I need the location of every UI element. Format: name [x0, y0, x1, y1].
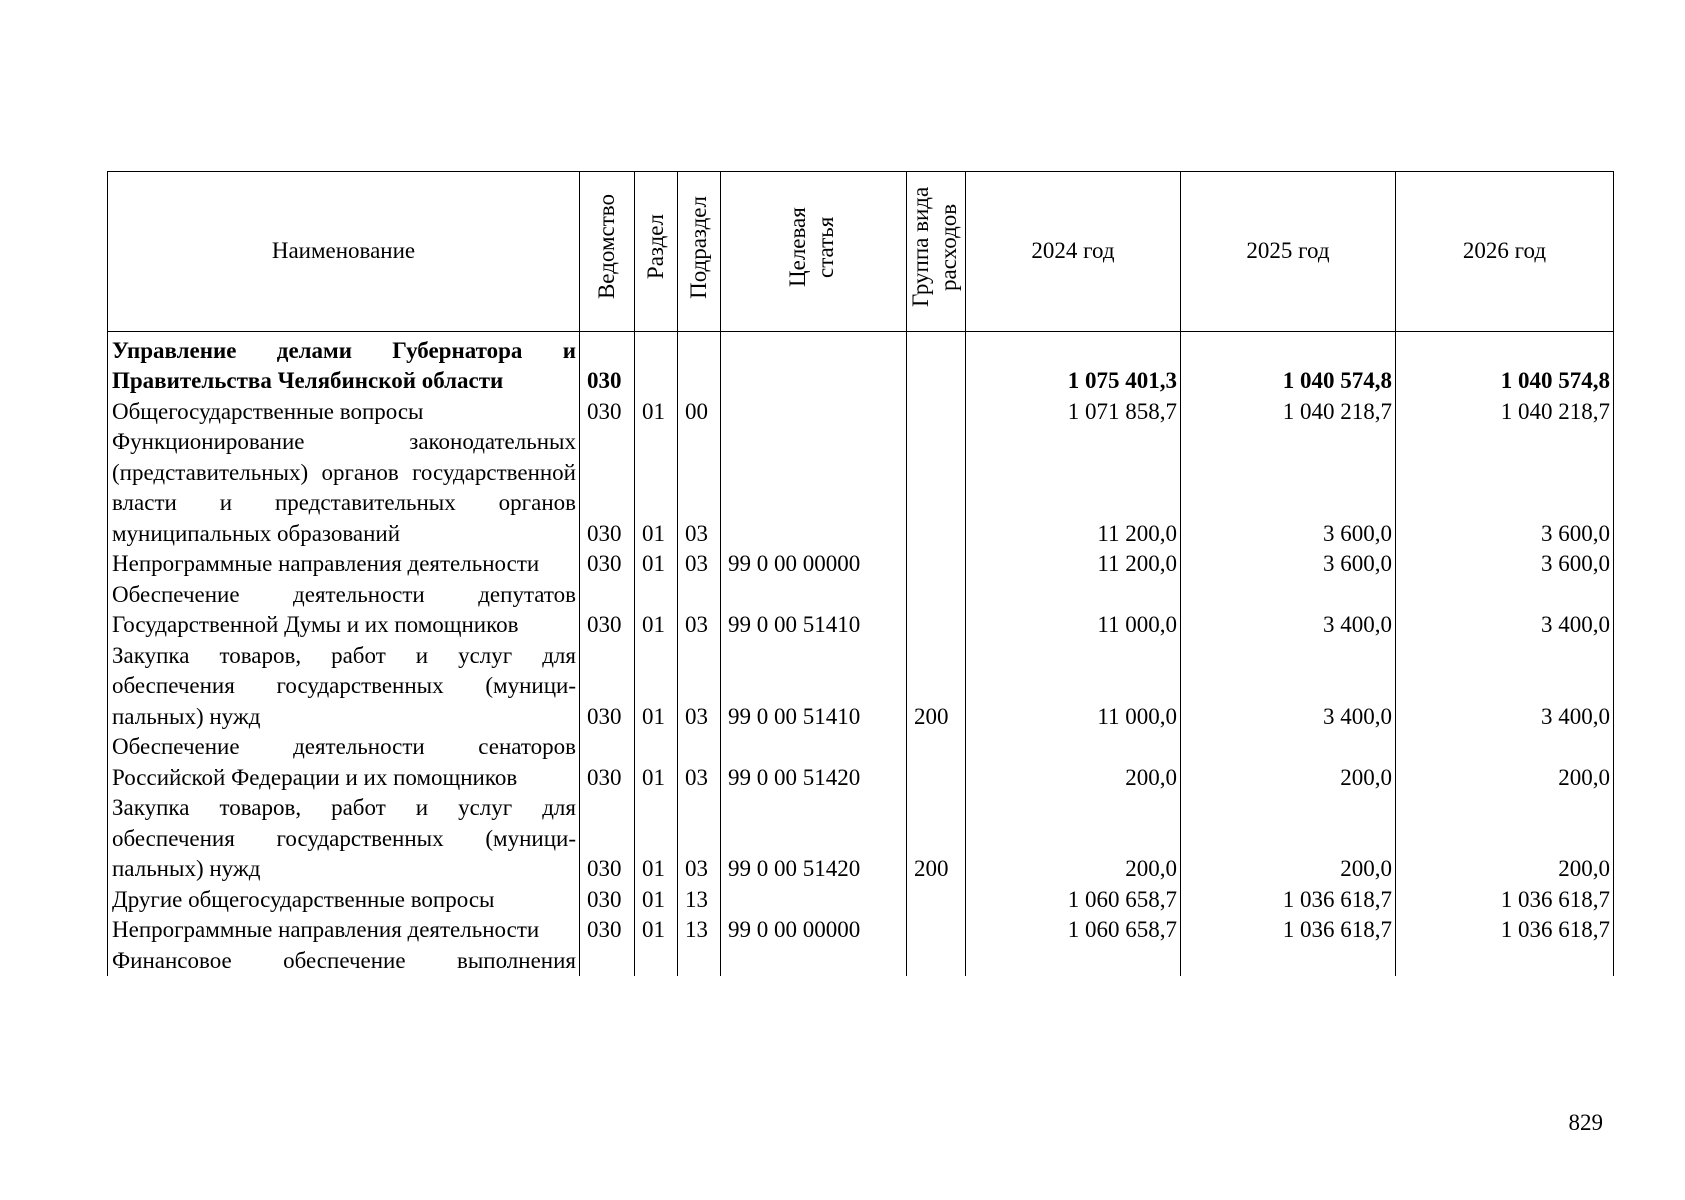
page-number: 829: [1568, 1110, 1603, 1135]
header-name: Наименование: [108, 172, 580, 332]
cell-celevaya-statya: 99 0 00 51410: [721, 641, 907, 733]
cell-razdel: 01: [635, 732, 678, 793]
budget-table-container: [107, 171, 1614, 976]
cell-2026: 200,0: [1396, 793, 1614, 885]
cell-2025: 200,0: [1181, 732, 1396, 793]
cell-celevaya-statya: 99 0 00 51410: [721, 580, 907, 641]
table-row: [108, 580, 1614, 641]
cell-vedomstvo: 030: [580, 915, 635, 946]
cell-gruppa: [907, 427, 966, 549]
cell-gruppa: [907, 580, 966, 641]
cell-2024: 1 060 658,7: [966, 915, 1181, 946]
header-podrazdel: Подраздел: [678, 172, 721, 332]
table-row: [108, 793, 1614, 885]
cell-razdel: 01: [635, 915, 678, 946]
cell-2026: 1 036 618,7: [1396, 915, 1614, 946]
cell-2025: 1 036 618,7: [1181, 885, 1396, 916]
cell-celevaya-statya: [721, 397, 907, 428]
cell-gruppa: 200: [907, 641, 966, 733]
cell-name: Обеспечение деятельности сенаторов Российской Федерации и их помощников: [108, 732, 580, 793]
cell-podrazdel: 03: [678, 549, 721, 580]
cell-podrazdel: 03: [678, 732, 721, 793]
cell-name: Общегосударственные вопросы: [108, 397, 580, 428]
table-row: [108, 331, 1614, 397]
budget-table: [107, 171, 1614, 976]
table-row: [108, 549, 1614, 580]
cell-celevaya-statya: 99 0 00 00000: [721, 549, 907, 580]
cell-celevaya-statya: [721, 885, 907, 916]
cell-gruppa: [907, 732, 966, 793]
cell-gruppa: [907, 549, 966, 580]
cell-gruppa: [907, 915, 966, 946]
cell-podrazdel: 03: [678, 793, 721, 885]
cell-name: Закупка товаров, работ и услуг для обеспечения государственных (муниципальных) нужд: [108, 641, 580, 733]
cell-2026: 3 600,0: [1396, 427, 1614, 549]
cell-razdel: 01: [635, 580, 678, 641]
cell-gruppa: [907, 331, 966, 397]
cell-2025: [1181, 946, 1396, 977]
header-2024: 2024 год: [966, 172, 1181, 332]
table-row: [108, 732, 1614, 793]
cell-2025: 1 036 618,7: [1181, 915, 1396, 946]
cell-2024: 11 200,0: [966, 549, 1181, 580]
header-2026: 2026 год: [1396, 172, 1614, 332]
cell-2024: 11 000,0: [966, 641, 1181, 733]
cell-name: Обеспечение деятельности депутатов Государственной Думы и их помощников: [108, 580, 580, 641]
header-gruppa-vida-rashodov: Группа вида расходов: [907, 172, 966, 332]
cell-name: Другие общегосударственные вопросы: [108, 885, 580, 916]
cell-celevaya-statya: [721, 331, 907, 397]
cell-gruppa: [907, 946, 966, 977]
cell-2026: 1 036 618,7: [1396, 885, 1614, 916]
cell-celevaya-statya: [721, 427, 907, 549]
cell-name: Непрограммные направления деятельности: [108, 549, 580, 580]
cell-podrazdel: 13: [678, 885, 721, 916]
cell-2024: 1 060 658,7: [966, 885, 1181, 916]
cell-vedomstvo: 030: [580, 427, 635, 549]
cell-razdel: 01: [635, 885, 678, 916]
cell-2026: 200,0: [1396, 732, 1614, 793]
cell-vedomstvo: 030: [580, 397, 635, 428]
cell-razdel: 01: [635, 641, 678, 733]
cell-2025: 3 600,0: [1181, 549, 1396, 580]
cell-2025: 200,0: [1181, 793, 1396, 885]
cell-celevaya-statya: 99 0 00 51420: [721, 732, 907, 793]
cell-razdel: 01: [635, 427, 678, 549]
table-header-row: [108, 172, 1614, 332]
cell-celevaya-statya: 99 0 00 51420: [721, 793, 907, 885]
cell-razdel: 01: [635, 793, 678, 885]
cell-vedomstvo: 030: [580, 549, 635, 580]
cell-razdel: [635, 331, 678, 397]
cell-2024: 1 071 858,7: [966, 397, 1181, 428]
cell-razdel: 01: [635, 397, 678, 428]
cell-gruppa: [907, 397, 966, 428]
header-razdel: Раздел: [635, 172, 678, 332]
cell-2026: 1 040 574,8: [1396, 331, 1614, 397]
cell-vedomstvo: 030: [580, 641, 635, 733]
cell-podrazdel: [678, 331, 721, 397]
cell-podrazdel: 13: [678, 915, 721, 946]
cell-2026: 1 040 218,7: [1396, 397, 1614, 428]
table-row: [108, 946, 1614, 977]
table-row: [108, 641, 1614, 733]
cell-name: Управление делами Губернатора и Правительства Челябинской области: [108, 331, 580, 397]
cell-name: Финансовое обеспечение выполнения: [108, 946, 580, 977]
cell-2024: 1 075 401,3: [966, 331, 1181, 397]
table-row: [108, 397, 1614, 428]
cell-podrazdel: 03: [678, 641, 721, 733]
cell-celevaya-statya: [721, 946, 907, 977]
cell-2024: 11 000,0: [966, 580, 1181, 641]
cell-2024: 200,0: [966, 732, 1181, 793]
cell-vedomstvo: [580, 946, 635, 977]
cell-vedomstvo: 030: [580, 885, 635, 916]
cell-vedomstvo: 030: [580, 732, 635, 793]
cell-2026: 3 600,0: [1396, 549, 1614, 580]
cell-2026: 3 400,0: [1396, 641, 1614, 733]
header-vedomstvo: Ведомство: [580, 172, 635, 332]
cell-razdel: 01: [635, 549, 678, 580]
cell-2025: 3 400,0: [1181, 641, 1396, 733]
cell-razdel: [635, 946, 678, 977]
cell-vedomstvo: 030: [580, 331, 635, 397]
cell-vedomstvo: 030: [580, 793, 635, 885]
cell-2025: 1 040 574,8: [1181, 331, 1396, 397]
cell-podrazdel: 03: [678, 427, 721, 549]
cell-2025: 3 600,0: [1181, 427, 1396, 549]
cell-name: Закупка товаров, работ и услуг для обеспечения государственных (муниципальных) нужд: [108, 793, 580, 885]
cell-vedomstvo: 030: [580, 580, 635, 641]
cell-2024: 200,0: [966, 793, 1181, 885]
cell-name: Функционирование законодательных (представительных) органов государственной власти и представительных органов муниципальных образований: [108, 427, 580, 549]
table-row: [108, 915, 1614, 946]
cell-podrazdel: 00: [678, 397, 721, 428]
cell-2026: 3 400,0: [1396, 580, 1614, 641]
cell-2025: 1 040 218,7: [1181, 397, 1396, 428]
cell-gruppa: [907, 885, 966, 916]
cell-gruppa: 200: [907, 793, 966, 885]
table-row: [108, 427, 1614, 549]
header-2025: 2025 год: [1181, 172, 1396, 332]
cell-podrazdel: 03: [678, 580, 721, 641]
cell-2024: 11 200,0: [966, 427, 1181, 549]
table-row: [108, 885, 1614, 916]
cell-podrazdel: [678, 946, 721, 977]
header-celevaya-statya: Целевая статья: [721, 172, 907, 332]
cell-celevaya-statya: 99 0 00 00000: [721, 915, 907, 946]
cell-2024: [966, 946, 1181, 977]
cell-2026: [1396, 946, 1614, 977]
cell-name: Непрограммные направления деятельности: [108, 915, 580, 946]
cell-2025: 3 400,0: [1181, 580, 1396, 641]
